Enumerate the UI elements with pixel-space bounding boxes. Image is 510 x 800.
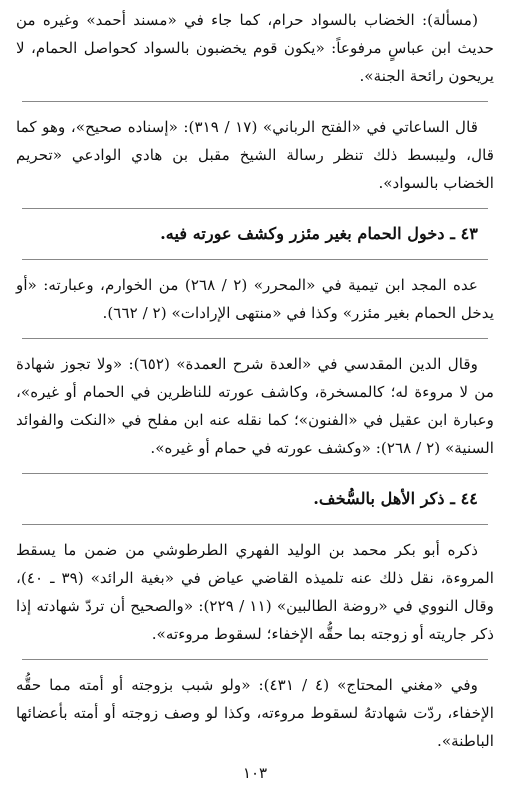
paragraph-maqdisi: وقال الدين المقدسي في «العدة شرح العمدة» (٦٥٢): «ولا تجوز شهادة من لا مروءة له؛ كالمسخرة، وكاشف عورته للناظرين في الحمام أو غيره»، وعبارة ابن عقيل في «الفنون»؛ كما نقله عنه ابن مفلح في «النكت والفوائد السنية» (٢ / ٢٦٨): «وكشف عورته في حمام أو غيره». <box>16 355 494 457</box>
separator <box>22 659 488 660</box>
page-number: ١٠٣ <box>242 764 268 782</box>
paragraph-ibn-taymiyyah: عده المجد ابن تيمية في «المحرر» (٢ / ٢٦٨) من الخوارم، وعبارته: «أو يدخل الحمام بغير مئزر» وكذا في «منتهى الإرادات» (٢ / ٦٦٢). <box>16 276 494 322</box>
paragraph-saati-grading: قال الساعاتي في «الفتح الرباني» (١٧ / ٣١٩): «إسناده صحيح»، وهو كما قال، وليبسط ذلك تنظر رسالة الشيخ مقبل بن هادي الوادعي «تحريم الخضاب بالسواد». <box>16 118 494 192</box>
heading-43-bathhouse: ٤٣ ـ دخول الحمام بغير مئزر وكشف عورته فيه. <box>160 224 478 243</box>
separator <box>22 473 488 474</box>
heading-44-family: ٤٤ ـ ذكر الأهل بالسُّخف. <box>313 489 478 508</box>
separator <box>22 338 488 339</box>
separator <box>22 101 488 102</box>
separator <box>22 524 488 525</box>
separator <box>22 259 488 260</box>
paragraph-turtushi: ذكره أبو بكر محمد بن الوليد الفهري الطرطوشي من ضمن ما يسقط المروءة، نقل ذلك عنه تلميذه القاضي عياض في «بغية الرائد» (٣٩ ـ ٤٠)، وقال النووي في «روضة الطالبين» (١١ / ٢٢٩): «والصحيح أن تردّ شهادته إذا ذكر جاريته أو زوجته بما حقُّه الإخفاء؛ لسقوط مروءته». <box>16 541 494 643</box>
paragraph-dyeing-black: (مسألة): الخضاب بالسواد حرام، كما جاء في «مسند أحمد» وغيره من حديث ابن عباسٍ مرفوعاً: «يكون قوم يخضبون بالسواد كحواصل الحمام، لا يريحون رائحة الجنة». <box>16 11 494 85</box>
separator <box>22 208 488 209</box>
paragraph-mughni: وفي «مغني المحتاج» (٤ / ٤٣١): «ولو شبب بزوجته أو أمته مما حقُّه الإخفاء، ردّت شهادتهُ لسقوط مروءته، وكذا لو وصف زوجته أو أمته بأعضائها الباطنة». <box>16 676 494 750</box>
